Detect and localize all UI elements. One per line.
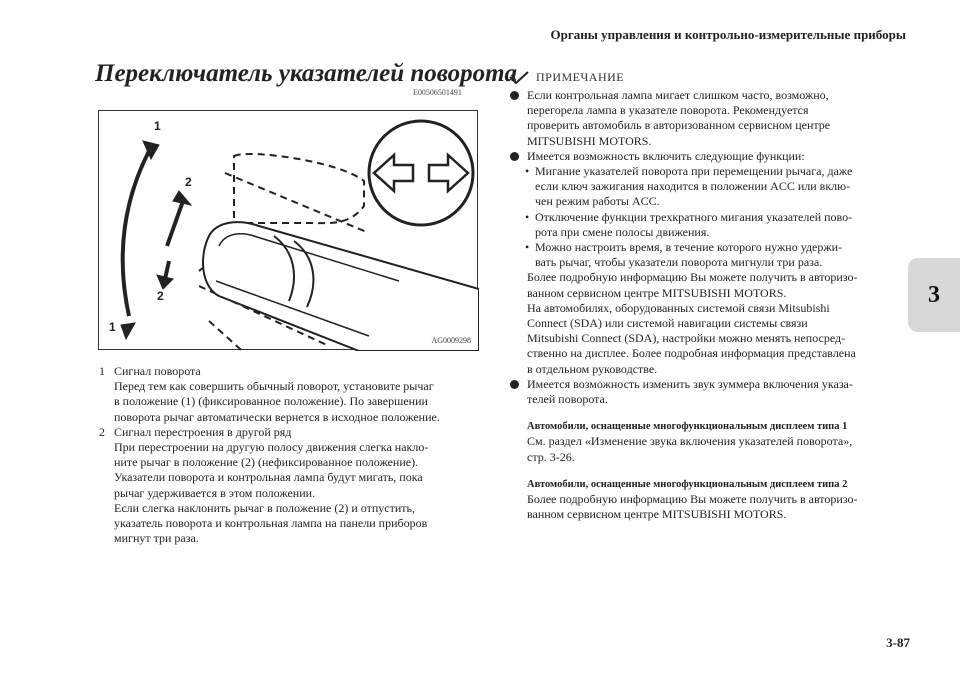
vehicle-section: [510, 477, 910, 523]
sub-bullet-icon: •: [525, 209, 530, 224]
note-line: в отдельном руководстве.: [527, 361, 658, 376]
turn-signal-lever-figure: [98, 110, 478, 350]
vehicle-line: стр. 3-26.: [527, 449, 575, 464]
bullet-dot-icon: [510, 91, 519, 100]
legend-line: ните рычаг в положение (2) (нефиксированное положение).: [114, 455, 419, 470]
note-line: вать рычаг, чтобы указатели поворота мигнули три раза.: [535, 255, 823, 270]
vehicle-line: Более подробную информацию Вы можете получить в авторизо-: [527, 492, 858, 507]
vehicle-line: ванном сервисном центре MITSUBISHI MOTORS.: [527, 507, 787, 522]
note-line: На автомобилях, оборудованных системой связи Mitsubishi: [527, 300, 830, 315]
bullet-dot-icon: [510, 152, 519, 161]
chapter-number: 3: [928, 281, 940, 308]
note-line: рота при смене полосы движения.: [535, 224, 710, 239]
sub-bullet-icon: •: [525, 164, 530, 179]
note-line: если ключ зажигания находится в положении ACC или вклю-: [535, 179, 851, 194]
position-2-arrow: [157, 191, 191, 289]
note-line: ванном сервисном центре MITSUBISHI MOTORS.: [527, 285, 787, 300]
legend-number: 2: [99, 424, 105, 439]
note-line: чен режим работы ACC.: [535, 194, 660, 209]
legend-number: 1: [99, 364, 105, 378]
note-line: Если контрольная лампа мигает слишком часто, возможно,: [527, 88, 829, 102]
note-subitem: [510, 164, 910, 210]
legend-line: Если слегка наклонить рычаг в положение (2) и отпустить,: [114, 500, 415, 515]
figure-label-1-bottom: 1: [109, 320, 116, 334]
note-line: Имеется возможность включить следующие функции:: [527, 148, 805, 163]
bullet-dot-icon: [510, 380, 519, 389]
notes-block: [510, 88, 910, 522]
legend-item: [99, 364, 479, 425]
note-bullet: [510, 88, 910, 149]
note-line: Mitsubishi Connect (SDA), настройки можно менять непосред-: [527, 331, 846, 346]
legend-line: При перестроении на другую полосу движения слегка накло-: [114, 440, 429, 455]
legend-line: указатель поворота и контрольная лампа на панели приборов: [114, 516, 428, 531]
note-line: телей поворота.: [527, 392, 608, 407]
note-label: ПРИМЕЧАНИЕ: [536, 70, 625, 84]
lever-illustration: [99, 111, 479, 351]
note-line: Отключение функции трехкратного мигания указателей пово-: [535, 209, 853, 224]
note-line: Можно настроить время, в течение которого нужно удержи-: [535, 240, 843, 255]
vehicle-line: См. раздел «Изменение звука включения указателей поворота»,: [527, 434, 853, 449]
vehicle-heading: Автомобили, оснащенные многофункциональным дисплеем типа 1: [527, 421, 848, 433]
note-bullet: [510, 377, 910, 407]
figure-code: AG0009298: [431, 336, 471, 345]
lever-position-upper-outline: [234, 154, 364, 223]
figure-label-2-upper: 2: [185, 175, 192, 189]
page-number: 3-87: [886, 635, 910, 650]
legend-line: Сигнал перестроения в другой ряд: [114, 424, 292, 439]
legend-line: Сигнал поворота: [114, 364, 201, 378]
legend-line: Указатели поворота и контрольная лампа будут мигать, пока: [114, 470, 423, 485]
figure-label-2-lower: 2: [157, 289, 164, 303]
note-bullet: [510, 149, 910, 164]
note-header: [508, 70, 624, 85]
chapter-tab: [908, 258, 960, 332]
legend-item: [99, 425, 479, 547]
note-line: Более подробную информацию Вы можете получить в авторизо-: [527, 270, 858, 285]
legend-line: в положение (1) (фиксированное положение). По завершении: [114, 394, 428, 409]
note-line: MITSUBISHI MOTORS.: [527, 133, 652, 148]
note-paragraph: [510, 270, 910, 376]
section-code: E00506501491: [413, 88, 462, 97]
lever-body: [203, 222, 479, 351]
note-line: перегорела лампа в указателе поворота. Рекомендуется: [527, 103, 809, 118]
note-line: Connect (SDA) или системой навигации системы связи: [527, 316, 808, 331]
checkmark-note-icon: [508, 71, 530, 85]
figure-legend: [99, 364, 479, 546]
turn-signal-arrows-icon: [369, 121, 473, 225]
section-title: Переключатель указателей поворота: [95, 60, 518, 87]
note-subitem: [510, 240, 910, 270]
sub-bullet-icon: •: [525, 240, 530, 255]
vehicle-section: [510, 419, 910, 465]
position-1-arrow: [121, 141, 159, 339]
note-line: Имеется возможность изменить звук зуммера включения указа-: [527, 376, 853, 391]
legend-line: мигнут три раза.: [114, 531, 199, 546]
legend-line: поворота рычаг автоматически вернется в исходное положение.: [114, 409, 440, 424]
legend-line: рычаг удерживается в этом положении.: [114, 485, 316, 500]
note-line: Мигание указателей поворота при перемещении рычага, даже: [535, 164, 853, 179]
vehicle-heading: Автомобили, оснащенные многофункциональным дисплеем типа 2: [527, 478, 848, 490]
note-line: ственно на дисплее. Более подробная информация представлена: [527, 346, 856, 361]
figure-label-1-top: 1: [154, 119, 161, 133]
note-subitem: [510, 210, 910, 240]
running-header: Органы управления и контрольно-измерительные приборы: [550, 27, 906, 42]
legend-line: Перед тем как совершить обычный поворот, установите рычаг: [114, 379, 434, 394]
note-line: проверить автомобиль в авторизованном сервисном центре: [527, 118, 831, 133]
